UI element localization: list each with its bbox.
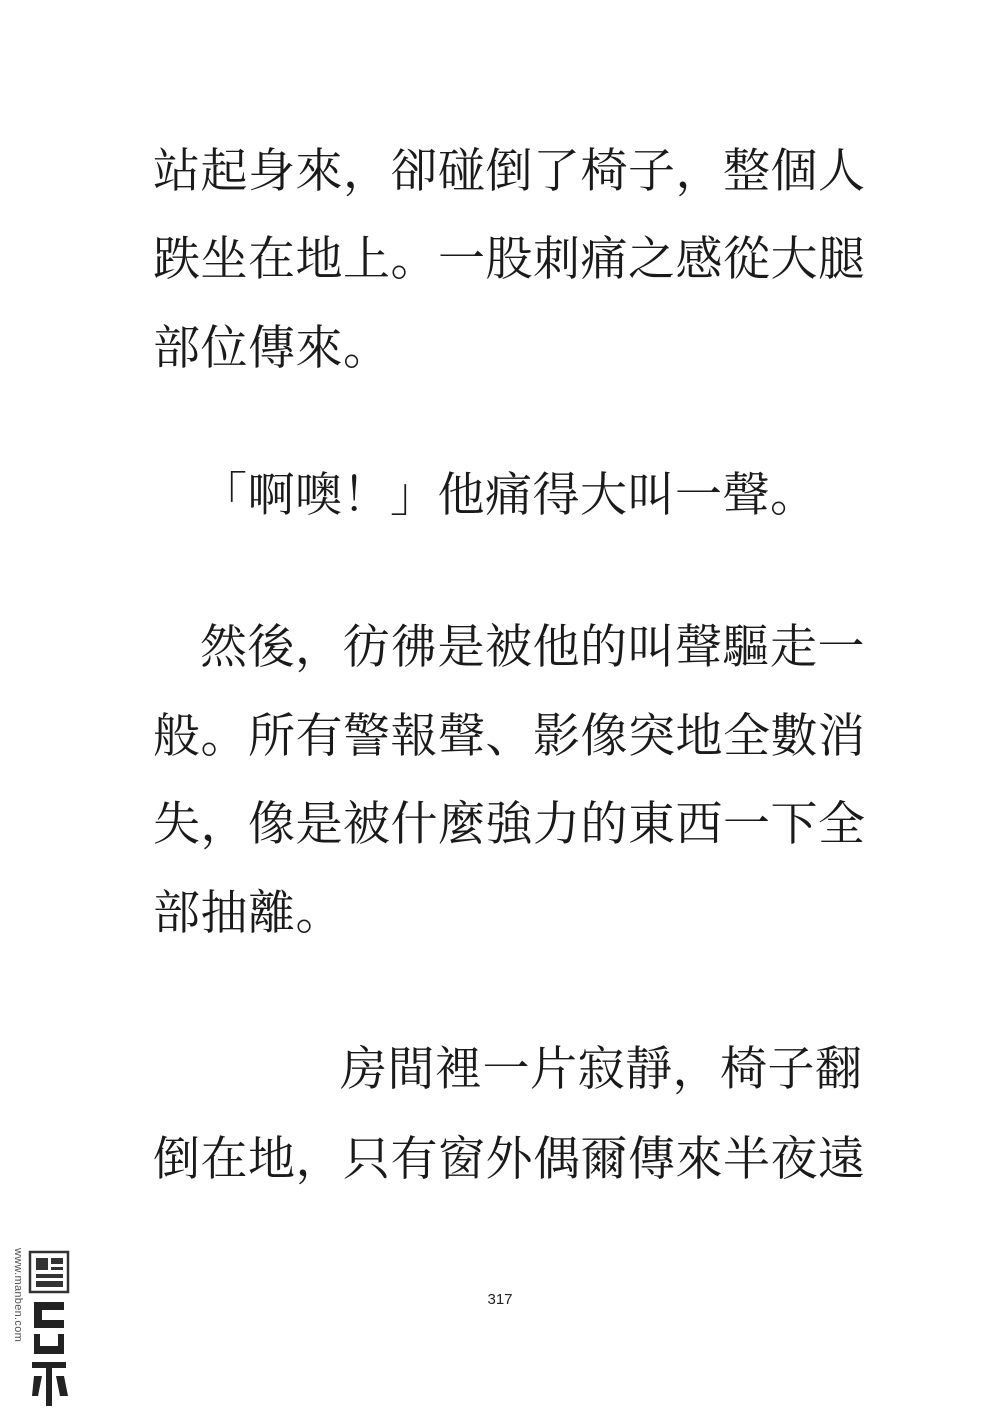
text-line: 失，像是被什麼強力的東西一下全 bbox=[153, 797, 866, 852]
text-line: 跌坐在地上。一股刺痛之感從大腿 bbox=[153, 232, 866, 287]
text-line: 站起身來，卻碰倒了椅子，整個人 bbox=[153, 144, 866, 199]
watermark-url: www.manben.com bbox=[12, 1248, 24, 1343]
text-line: 部位傳來。 bbox=[153, 321, 391, 376]
text-line: 房間裡一片寂靜，椅子翻 bbox=[340, 1042, 863, 1097]
text-line: 部抽離。 bbox=[153, 886, 343, 941]
dialogue-line: 「啊噢！」他痛得大叫一聲。 bbox=[200, 468, 818, 523]
text-line: 般。所有警報聲、影像突地全數消 bbox=[153, 709, 866, 764]
text-line: 然後，彷彿是被他的叫聲驅走一 bbox=[200, 620, 865, 675]
text-line: 倒在地，只有窗外偶爾傳來半夜遠 bbox=[153, 1132, 866, 1187]
watermark-logo-icon bbox=[28, 1250, 70, 1410]
page-number: 317 bbox=[487, 1291, 513, 1308]
